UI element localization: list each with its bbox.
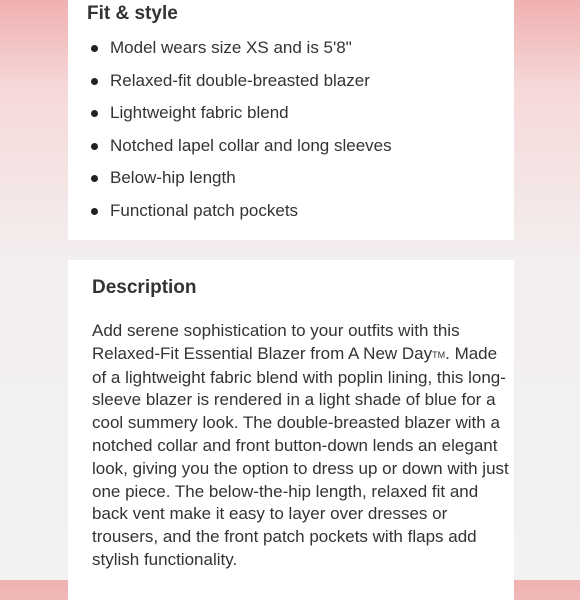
bullet-icon [91,143,98,150]
description-card [68,260,514,600]
description-text-part-2: . Made of a lightweight fabric blend with poplin lining, this long-sleeve blazer is rendered in a light shade of blue for a cool summery look. The double-breasted blazer with a notched collar and front button-down lends an elegant look, giving you the option to dress up or down with just one piece. The below-the-hip length, relaxed fit and back vent make it easy to layer over dresses or trousers, and the front patch pockets with flaps add stylish functionality. [92,343,509,569]
fit-style-title: Fit & style [87,3,178,24]
list-item-text: Model wears size XS and is 5'8" [110,38,352,57]
list-item-text: Below-hip length [110,168,236,188]
list-item-text: Functional patch pockets [110,200,299,220]
bullet-icon [91,208,98,215]
list-item-text: Lightweight fabric blend [110,103,289,123]
bullet-icon [91,110,98,117]
list-item-text: Notched lapel collar and long sleeves [110,135,392,155]
bullet-icon [91,175,98,182]
bullet-icon [91,78,98,85]
description-text [92,320,512,572]
bullet-icon [91,45,98,52]
description-text-part-1: Add serene sophistication to your outfits with this Relaxed-Fit Essential Blazer from A New Day [92,321,460,363]
list-item-text: Relaxed-fit double-breasted blazer [110,70,370,90]
fit-style-card [68,0,514,240]
description-title: Description [92,277,197,298]
trademark-mark: TM [432,349,446,360]
